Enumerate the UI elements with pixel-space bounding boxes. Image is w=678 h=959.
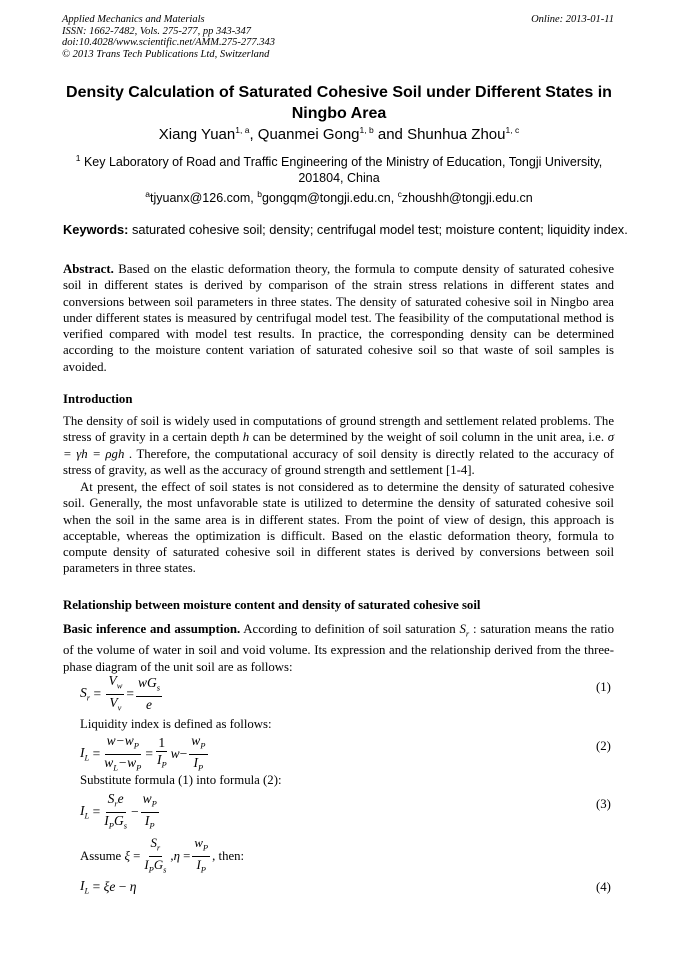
email-address: zhoushh@tongji.edu.cn [401, 191, 533, 206]
substitute-text: Substitute formula (1) into formula (2): [80, 773, 282, 787]
math-symbol: h [242, 430, 250, 445]
author-list [62, 125, 616, 143]
text-span: : saturation means the ratio of the volume of water in soil and void volume. Its expression and the relationship derived from the three-phase diagram of the unit soil are as follows: [63, 622, 614, 675]
abstract-label: Abstract. [63, 262, 114, 276]
text-span: According to definition of soil saturation [240, 622, 460, 636]
keywords-label: Keywords: [63, 222, 129, 237]
section-paragraph [63, 621, 614, 676]
equation-number: (4) [596, 880, 611, 894]
doi-line: doi:10.4028/www.scientific.net/AMM.275-277.343 [62, 37, 275, 48]
online-date: Online: 2013-01-11 [531, 14, 614, 25]
intro-paragraph-1 [63, 413, 614, 478]
equation-1: $S_r$ = $\frac{V_w}{V_v}$ = $\frac{wG_s}{e}$ [80, 673, 161, 713]
assume-line: Assume ξ = $\frac{S_r}{I_PG_s}$ , η = $\frac{w_P}{I_P}$ , then: [80, 836, 245, 875]
keywords [63, 222, 628, 237]
copyright-line: © 2013 Trans Tech Publications Ltd, Switzerland [62, 48, 270, 60]
journal-name: Applied Mechanics and Materials [62, 14, 205, 25]
intro-paragraph-2: At present, the effect of soil states is not considered as to determine the density of saturated cohesive soil. Generally, the most unfavorable state is utilized to determine the density of saturated cohesive soil when the soil in the same area is in different states. From the point of view of design, this approach is acceptable, whereas the optimization is difficult. Based on the elastic deformation theory, formula to compute density of saturated cohesive soil in different states is derived by conversions between soil parameters in three states. [63, 480, 614, 576]
abstract [63, 261, 614, 375]
assume-text: Assume [80, 848, 122, 863]
email-sup: b [257, 189, 262, 199]
liquidity-text: Liquidity index is defined as follows: [80, 717, 272, 731]
abstract-text: Based on the elastic deformation theory, the formula to compute density of saturated cohesive soil in different states is derived by comparison of the strain stress relations in different states and conversions between soil parameters in three states. The density of saturated cohesive soil in Ningbo area under different states is measured by centrifugal model test. The feasibility of the computational method is verified compared with model test results. In practice, the corresponding density can be determined according to the moisture content variation of saturated cohesive soil so that waste of soil samples is avoided. [63, 262, 614, 374]
affiliation-text: Key Laboratory of Road and Traffic Engineering of the Ministry of Education, Tongji University, 201804, China [83, 155, 603, 186]
email-sup: c [397, 189, 402, 199]
email-address: tjyuanx@126.com [150, 191, 251, 206]
affiliation [62, 150, 616, 186]
affiliation-sup: 1 [75, 153, 81, 163]
math-symbol: S [459, 622, 466, 636]
author-separator: and [373, 126, 408, 143]
author-name: Xiang Yuan [158, 126, 236, 143]
paper-title: Density Calculation of Saturated Cohesive Soil under Different States in Ningbo Area [66, 84, 612, 122]
issn-line: ISSN: 1662-7482, Vols. 275-277, pp 343-347 [62, 25, 251, 37]
text-span: . Therefore, the computational accuracy of soil density is directly related to the accuracy of stress of gravity, as well as the accuracy of ground strength and settlement [1-4]. [63, 446, 614, 477]
text-span: can be determined by the weight of soil column in the unit area, i.e. [249, 430, 608, 445]
equation-number: (1) [596, 680, 611, 694]
author-name: Shunhua Zhou [407, 126, 506, 143]
introduction-heading: Introduction [63, 392, 133, 406]
equation-number: (2) [596, 739, 611, 753]
equation-4: $I_L$ = ξe − η [80, 878, 137, 896]
keywords-text: saturated cohesive soil; density; centrifugal model test; moisture content; liquidity index. [131, 222, 628, 237]
author-sup: 1, a [235, 125, 250, 135]
equation-number: (3) [596, 797, 611, 811]
subsection-heading: Basic inference and assumption. [63, 622, 241, 636]
running-header [62, 14, 275, 60]
author-name: Quanmei Gong [257, 126, 360, 143]
author-separator: , [249, 126, 258, 143]
email-list: $^a$tjyuanx@126.com, $^b$gongqm@tongji.edu.cn, $^c$zhoushh@tongji.edu.cn [145, 189, 533, 206]
equation-2: $I_L$ = $\frac{w-w_P}{w_L-w_P}$ = $\frac{1}{I_P}$ w − $\frac{w_P}{I_P}$ [80, 733, 206, 773]
email-address: gongqm@tongji.edu.cn [261, 191, 391, 206]
text-span: The density of soil is widely used in computations of ground strength and settlement related problems. The stress of gravity in a certain depth [63, 414, 614, 445]
section-heading: Relationship between moisture content and density of saturated cohesive soil [63, 598, 481, 612]
equation-3: $I_L$ = $\frac{S_re}{I_PG_s}$ − $\frac{w_P}{I_P}$ [80, 791, 157, 831]
then-text: , then: [212, 848, 245, 863]
math-subscript: r [465, 628, 470, 639]
email-sup: a [145, 189, 150, 199]
author-sup: 1, c [505, 125, 520, 135]
inline-formula: σ = γh = ρgh [63, 430, 614, 461]
author-sup: 1, b [359, 125, 374, 135]
